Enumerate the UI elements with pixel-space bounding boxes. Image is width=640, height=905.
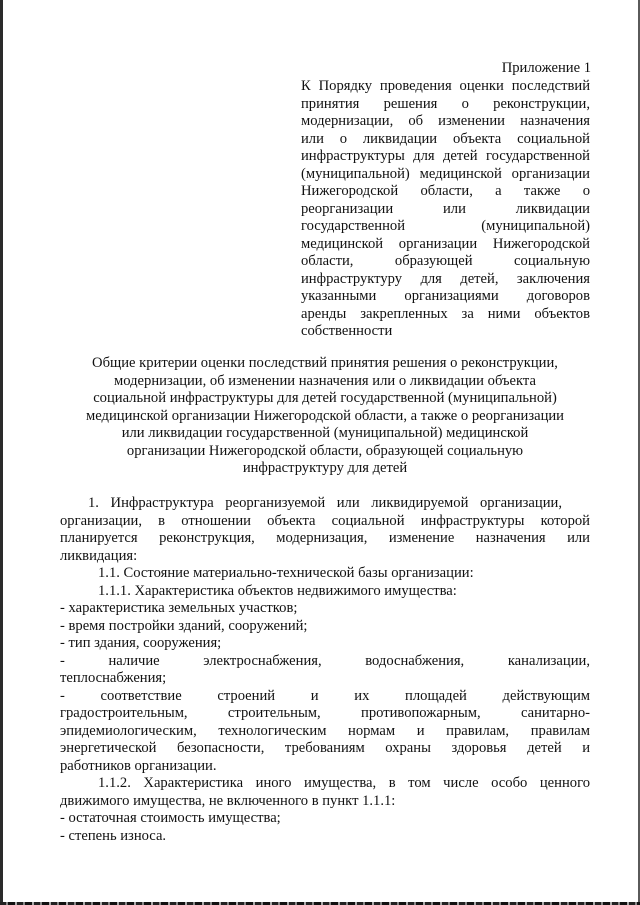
appendix-line: области, образующей социальную (301, 253, 590, 269)
appendix-label: Приложение 1 (501, 60, 591, 76)
scan-left-edge (0, 0, 3, 905)
appendix-line: инфраструктуру для детей, заключения (301, 270, 590, 287)
appendix-line: модернизации, об изменении назначения (301, 113, 590, 129)
bullet-compliance-line: - соответствие строений и их площадей действующим (60, 687, 590, 704)
bullet-utilities-line: - наличие электроснабжения, водоснабжения, канализации, (60, 652, 590, 669)
appendix-line: или о ликвидации объекта социальной (301, 130, 590, 147)
document-title (60, 355, 590, 478)
bullet-compliance-line: энергетической безопасности, требованиям охраны здоровья детей и (60, 740, 590, 756)
item-1-line: планируется реконструкция, модернизация, изменение назначения или (60, 530, 590, 546)
appendix-line: (муниципальной) медицинской организации (301, 165, 590, 182)
item-1-1-2-line: 1.1.2. Характеристика иного имущества, в том числе особо ценного (98, 775, 590, 791)
appendix-line: принятия решения о реконструкции, (301, 95, 590, 112)
title-line: социальной инфраструктуры для детей государственной (муниципальной) (93, 390, 557, 406)
appendix-line: аренды закрепленных за ними объектов (301, 305, 590, 322)
bullet-compliance-line: работников организации. (60, 757, 217, 774)
item-1-line: организации, в отношении объекта социальной инфраструктуры которой (60, 512, 590, 529)
appendix-line: государственной (муниципальной) (301, 218, 590, 234)
title-line: организации Нижегородской области, образующей социальную (126, 442, 524, 459)
bullet-item: - остаточная стоимость имущества; (60, 810, 281, 826)
bullet-utilities-line: теплоснабжения; (60, 670, 167, 686)
appendix-line: Нижегородской области, а также о (301, 183, 590, 199)
appendix-line: К Порядку проведения оценки последствий (301, 78, 590, 94)
item-1-line: 1. Инфраструктура реорганизуемой или ликвидируемой организации, (88, 495, 562, 511)
item-1-1-1: 1.1.1. Характеристика объектов недвижимого имущества: (98, 582, 457, 599)
appendix-line: собственности (301, 323, 393, 339)
appendix-line: медицинской организации Нижегородской (301, 235, 590, 252)
item-1-line: ликвидация: (60, 547, 138, 564)
appendix-reference (301, 78, 590, 341)
bullet-compliance-line: градостроительным, строительным, противопожарным, санитарно- (60, 705, 590, 721)
title-line: инфраструктуру для детей (242, 460, 408, 476)
item-1-1-2-line: движимого имущества, не включенного в пункт 1.1.1: (60, 792, 396, 809)
bullet-compliance-line: эпидемиологическим, технологическим нормам и правилам, правилам (60, 722, 590, 739)
item-1-1: 1.1. Состояние материально-технической базы организации: (98, 565, 474, 581)
appendix-line: указанными организациями договоров (301, 288, 590, 304)
bullet-item: - степень износа. (60, 827, 167, 844)
title-line: Общие критерии оценки последствий принятия решения о реконструкции, (92, 355, 558, 371)
bullet-item: - характеристика земельных участков; (60, 600, 298, 616)
bullet-item: - тип здания, сооружения; (60, 635, 222, 651)
bullet-item: - время постройки зданий, сооружений; (60, 617, 308, 634)
appendix-line: инфраструктуры для детей государственной (301, 148, 590, 164)
title-line: модернизации, об изменении назначения или о ликвидации объекта (114, 372, 536, 389)
title-line: медицинской организации Нижегородской области, а также о реорганизации (86, 407, 564, 424)
document-body (60, 495, 590, 845)
appendix-line: реорганизации или ликвидации (301, 200, 590, 217)
title-line: или ликвидации государственной (муниципальной) медицинской (121, 425, 529, 441)
